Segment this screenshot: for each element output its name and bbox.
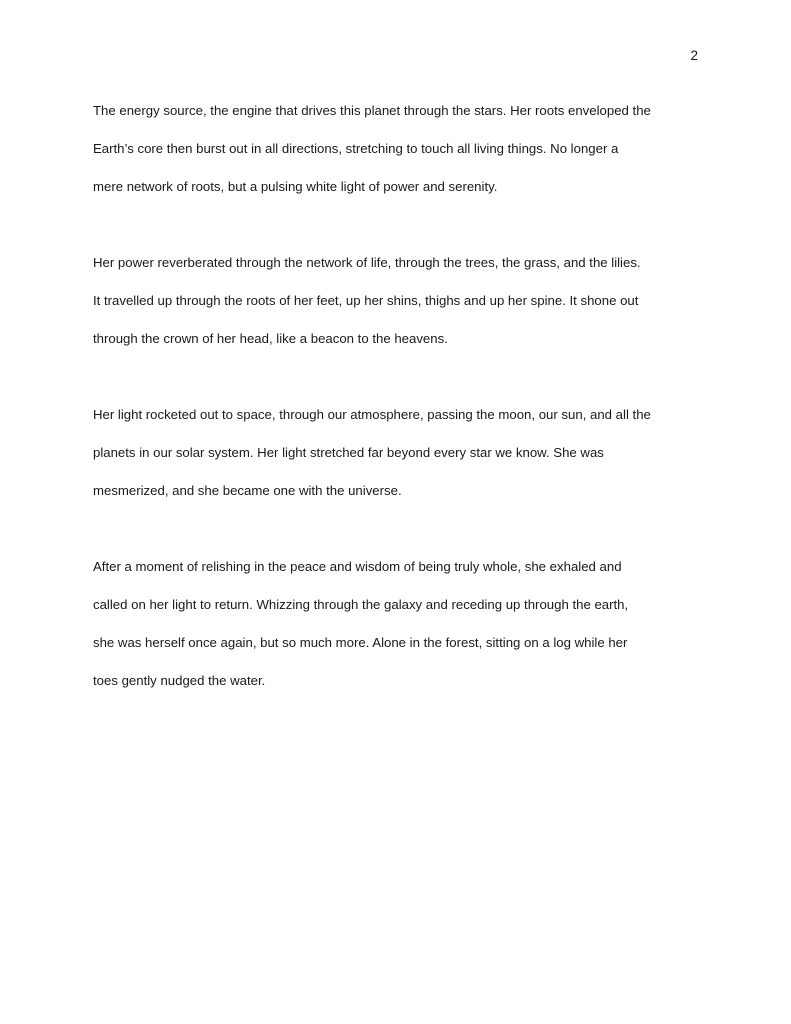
text-line: Her light rocketed out to space, through our atmosphere, passing the moon, our sun, and all the xyxy=(93,407,651,422)
paragraph-spacer xyxy=(93,510,713,548)
text-line: mere network of roots, but a pulsing white light of power and serenity. xyxy=(93,179,498,194)
text-line: called on her light to return. Whizzing through the galaxy and receding up through the earth, xyxy=(93,597,629,612)
paragraph xyxy=(93,548,713,700)
text-line: toes gently nudged the water. xyxy=(93,673,266,688)
text-line: Earth’s core then burst out in all directions, stretching to touch all living things. No longer a xyxy=(93,141,619,156)
document-body xyxy=(93,92,713,700)
text-line: The energy source, the engine that drives this planet through the stars. Her roots enveloped the xyxy=(93,103,651,118)
text-line: mesmerized, and she became one with the universe. xyxy=(93,483,402,498)
text-line: Her power reverberated through the network of life, through the trees, the grass, and the lilies. xyxy=(93,255,641,270)
text-line: she was herself once again, but so much more. Alone in the forest, sitting on a log while her xyxy=(93,635,628,650)
paragraph-spacer xyxy=(93,358,713,396)
text-line: through the crown of her head, like a beacon to the heavens. xyxy=(93,331,448,346)
paragraph-spacer xyxy=(93,206,713,244)
page-number: 2 xyxy=(690,48,698,63)
text-line: After a moment of relishing in the peace and wisdom of being truly whole, she exhaled and xyxy=(93,559,622,574)
text-line: It travelled up through the roots of her feet, up her shins, thighs and up her spine. It shone out xyxy=(93,293,639,308)
text-line: planets in our solar system. Her light stretched far beyond every star we know. She was xyxy=(93,445,604,460)
paragraph xyxy=(93,244,713,358)
paragraph xyxy=(93,396,713,510)
paragraph xyxy=(93,92,713,206)
